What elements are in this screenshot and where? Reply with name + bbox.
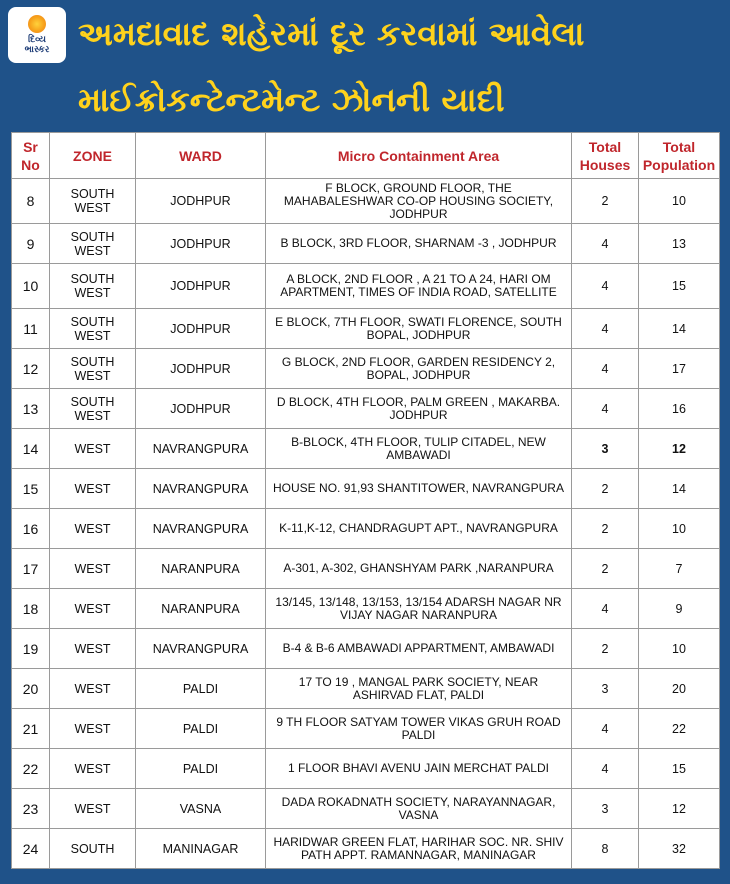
area-cell: B-4 & B-6 AMBAWADI APPARTMENT, AMBAWADI bbox=[266, 629, 572, 669]
population-cell: 10 bbox=[639, 179, 720, 224]
ward-cell: JODHPUR bbox=[136, 309, 266, 349]
houses-cell: 3 bbox=[572, 429, 639, 469]
logo-line-2: ભાસ્કર bbox=[24, 45, 50, 55]
table-row bbox=[12, 509, 720, 549]
zone-cell: WEST bbox=[50, 469, 136, 509]
col-header-houses: Total Houses bbox=[572, 133, 639, 179]
sr-cell: 18 bbox=[12, 589, 50, 629]
houses-cell: 4 bbox=[572, 389, 639, 429]
area-cell: A-301, A-302, GHANSHYAM PARK ,NARANPURA bbox=[266, 549, 572, 589]
houses-cell: 4 bbox=[572, 224, 639, 264]
population-cell: 22 bbox=[639, 709, 720, 749]
table-row bbox=[12, 629, 720, 669]
area-cell: F BLOCK, GROUND FLOOR, THE MAHABALESHWAR CO-OP HOUSING SOCIETY, JODHPUR bbox=[266, 179, 572, 224]
area-cell: B-BLOCK, 4TH FLOOR, TULIP CITADEL, NEW AMBAWADI bbox=[266, 429, 572, 469]
col-header-sr: Sr No bbox=[12, 133, 50, 179]
ward-cell: JODHPUR bbox=[136, 389, 266, 429]
zone-cell: WEST bbox=[50, 669, 136, 709]
population-cell: 12 bbox=[639, 789, 720, 829]
zone-cell: WEST bbox=[50, 549, 136, 589]
zone-cell: SOUTH WEST bbox=[50, 309, 136, 349]
area-cell: 17 TO 19 , MANGAL PARK SOCIETY, NEAR ASHIRVAD FLAT, PALDI bbox=[266, 669, 572, 709]
ward-cell: PALDI bbox=[136, 669, 266, 709]
zone-cell: WEST bbox=[50, 629, 136, 669]
population-cell: 14 bbox=[639, 309, 720, 349]
sr-cell: 17 bbox=[12, 549, 50, 589]
col-header-area: Micro Containment Area bbox=[266, 133, 572, 179]
ward-cell: NARANPURA bbox=[136, 589, 266, 629]
sr-cell: 20 bbox=[12, 669, 50, 709]
sr-cell: 24 bbox=[12, 829, 50, 869]
zone-cell: SOUTH WEST bbox=[50, 224, 136, 264]
col-header-ward: WARD bbox=[136, 133, 266, 179]
table-row bbox=[12, 709, 720, 749]
ward-cell: VASNA bbox=[136, 789, 266, 829]
sr-cell: 14 bbox=[12, 429, 50, 469]
area-cell: D BLOCK, 4TH FLOOR, PALM GREEN , MAKARBA. JODHPUR bbox=[266, 389, 572, 429]
sr-cell: 8 bbox=[12, 179, 50, 224]
ward-cell: NAVRANGPURA bbox=[136, 509, 266, 549]
sr-cell: 19 bbox=[12, 629, 50, 669]
sr-cell: 21 bbox=[12, 709, 50, 749]
logo-line-1: દિવ્ય bbox=[28, 35, 46, 45]
table-row bbox=[12, 309, 720, 349]
ward-cell: PALDI bbox=[136, 709, 266, 749]
area-cell: G BLOCK, 2ND FLOOR, GARDEN RESIDENCY 2, BOPAL, JODHPUR bbox=[266, 349, 572, 389]
population-cell: 7 bbox=[639, 549, 720, 589]
ward-cell: PALDI bbox=[136, 749, 266, 789]
sr-cell: 12 bbox=[12, 349, 50, 389]
title-line-2: માઈક્રોકન્ટેન્ટમેન્ટ ઝોનની યાદી bbox=[78, 80, 505, 119]
houses-cell: 4 bbox=[572, 309, 639, 349]
population-cell: 9 bbox=[639, 589, 720, 629]
population-cell: 10 bbox=[639, 509, 720, 549]
sr-cell: 10 bbox=[12, 264, 50, 309]
divya-bhaskar-logo bbox=[8, 7, 66, 63]
population-cell: 16 bbox=[639, 389, 720, 429]
table-row bbox=[12, 789, 720, 829]
area-cell: E BLOCK, 7TH FLOOR, SWATI FLORENCE, SOUTH BOPAL, JODHPUR bbox=[266, 309, 572, 349]
area-cell: DADA ROKADNATH SOCIETY, NARAYANNAGAR, VASNA bbox=[266, 789, 572, 829]
zone-cell: WEST bbox=[50, 589, 136, 629]
houses-cell: 4 bbox=[572, 709, 639, 749]
area-cell: 13/145, 13/148, 13/153, 13/154 ADARSH NAGAR NR VIJAY NAGAR NARANPURA bbox=[266, 589, 572, 629]
table-row bbox=[12, 469, 720, 509]
table-body bbox=[12, 179, 720, 869]
houses-cell: 4 bbox=[572, 349, 639, 389]
sr-cell: 15 bbox=[12, 469, 50, 509]
ward-cell: JODHPUR bbox=[136, 349, 266, 389]
zone-cell: WEST bbox=[50, 429, 136, 469]
zone-cell: SOUTH WEST bbox=[50, 389, 136, 429]
population-cell: 15 bbox=[639, 264, 720, 309]
zone-cell: SOUTH bbox=[50, 829, 136, 869]
sun-icon bbox=[28, 15, 46, 33]
area-cell: A BLOCK, 2ND FLOOR , A 21 TO A 24, HARI OM APARTMENT, TIMES OF INDIA ROAD, SATELLITE bbox=[266, 264, 572, 309]
zone-cell: SOUTH WEST bbox=[50, 349, 136, 389]
zone-cell: WEST bbox=[50, 509, 136, 549]
area-cell: B BLOCK, 3RD FLOOR, SHARNAM -3 , JODHPUR bbox=[266, 224, 572, 264]
sr-cell: 13 bbox=[12, 389, 50, 429]
houses-cell: 2 bbox=[572, 549, 639, 589]
sr-cell: 22 bbox=[12, 749, 50, 789]
ward-cell: NAVRANGPURA bbox=[136, 429, 266, 469]
col-header-population: Total Population bbox=[639, 133, 720, 179]
population-cell: 14 bbox=[639, 469, 720, 509]
area-cell: HARIDWAR GREEN FLAT, HARIHAR SOC. NR. SHIV PATH APPT. RAMANNAGAR, MANINAGAR bbox=[266, 829, 572, 869]
ward-cell: JODHPUR bbox=[136, 264, 266, 309]
houses-cell: 2 bbox=[572, 469, 639, 509]
sr-cell: 9 bbox=[12, 224, 50, 264]
table-row bbox=[12, 349, 720, 389]
houses-cell: 8 bbox=[572, 829, 639, 869]
population-cell: 15 bbox=[639, 749, 720, 789]
population-cell: 13 bbox=[639, 224, 720, 264]
table-row bbox=[12, 264, 720, 309]
houses-cell: 3 bbox=[572, 789, 639, 829]
houses-cell: 2 bbox=[572, 179, 639, 224]
table-row bbox=[12, 669, 720, 709]
table-row bbox=[12, 829, 720, 869]
table-row bbox=[12, 589, 720, 629]
area-cell: HOUSE NO. 91,93 SHANTITOWER, NAVRANGPURA bbox=[266, 469, 572, 509]
table-header-row bbox=[12, 133, 720, 179]
table-row bbox=[12, 389, 720, 429]
table-row bbox=[12, 549, 720, 589]
population-cell: 32 bbox=[639, 829, 720, 869]
zone-cell: WEST bbox=[50, 789, 136, 829]
zone-cell: SOUTH WEST bbox=[50, 264, 136, 309]
houses-cell: 4 bbox=[572, 589, 639, 629]
houses-cell: 3 bbox=[572, 669, 639, 709]
population-cell: 20 bbox=[639, 669, 720, 709]
area-cell: K-11,K-12, CHANDRAGUPT APT., NAVRANGPURA bbox=[266, 509, 572, 549]
area-cell: 9 TH FLOOR SATYAM TOWER VIKAS GRUH ROAD PALDI bbox=[266, 709, 572, 749]
sr-cell: 11 bbox=[12, 309, 50, 349]
ward-cell: NAVRANGPURA bbox=[136, 629, 266, 669]
houses-cell: 4 bbox=[572, 749, 639, 789]
ward-cell: JODHPUR bbox=[136, 179, 266, 224]
zone-cell: WEST bbox=[50, 749, 136, 789]
sr-cell: 16 bbox=[12, 509, 50, 549]
houses-cell: 4 bbox=[572, 264, 639, 309]
population-cell: 17 bbox=[639, 349, 720, 389]
population-cell: 10 bbox=[639, 629, 720, 669]
table-row bbox=[12, 749, 720, 789]
houses-cell: 2 bbox=[572, 509, 639, 549]
ward-cell: MANINAGAR bbox=[136, 829, 266, 869]
zone-cell: WEST bbox=[50, 709, 136, 749]
table-row bbox=[12, 224, 720, 264]
houses-cell: 2 bbox=[572, 629, 639, 669]
ward-cell: NAVRANGPURA bbox=[136, 469, 266, 509]
sr-cell: 23 bbox=[12, 789, 50, 829]
ward-cell: NARANPURA bbox=[136, 549, 266, 589]
table-row bbox=[12, 429, 720, 469]
containment-table bbox=[11, 132, 719, 869]
title-line-1: અમદાવાદ શહેરમાં દૂર કરવામાં આવેલા bbox=[78, 14, 585, 53]
ward-cell: JODHPUR bbox=[136, 224, 266, 264]
population-cell: 12 bbox=[639, 429, 720, 469]
area-cell: 1 FLOOR BHAVI AVENU JAIN MERCHAT PALDI bbox=[266, 749, 572, 789]
zone-cell: SOUTH WEST bbox=[50, 179, 136, 224]
table-row bbox=[12, 179, 720, 224]
col-header-zone: ZONE bbox=[50, 133, 136, 179]
